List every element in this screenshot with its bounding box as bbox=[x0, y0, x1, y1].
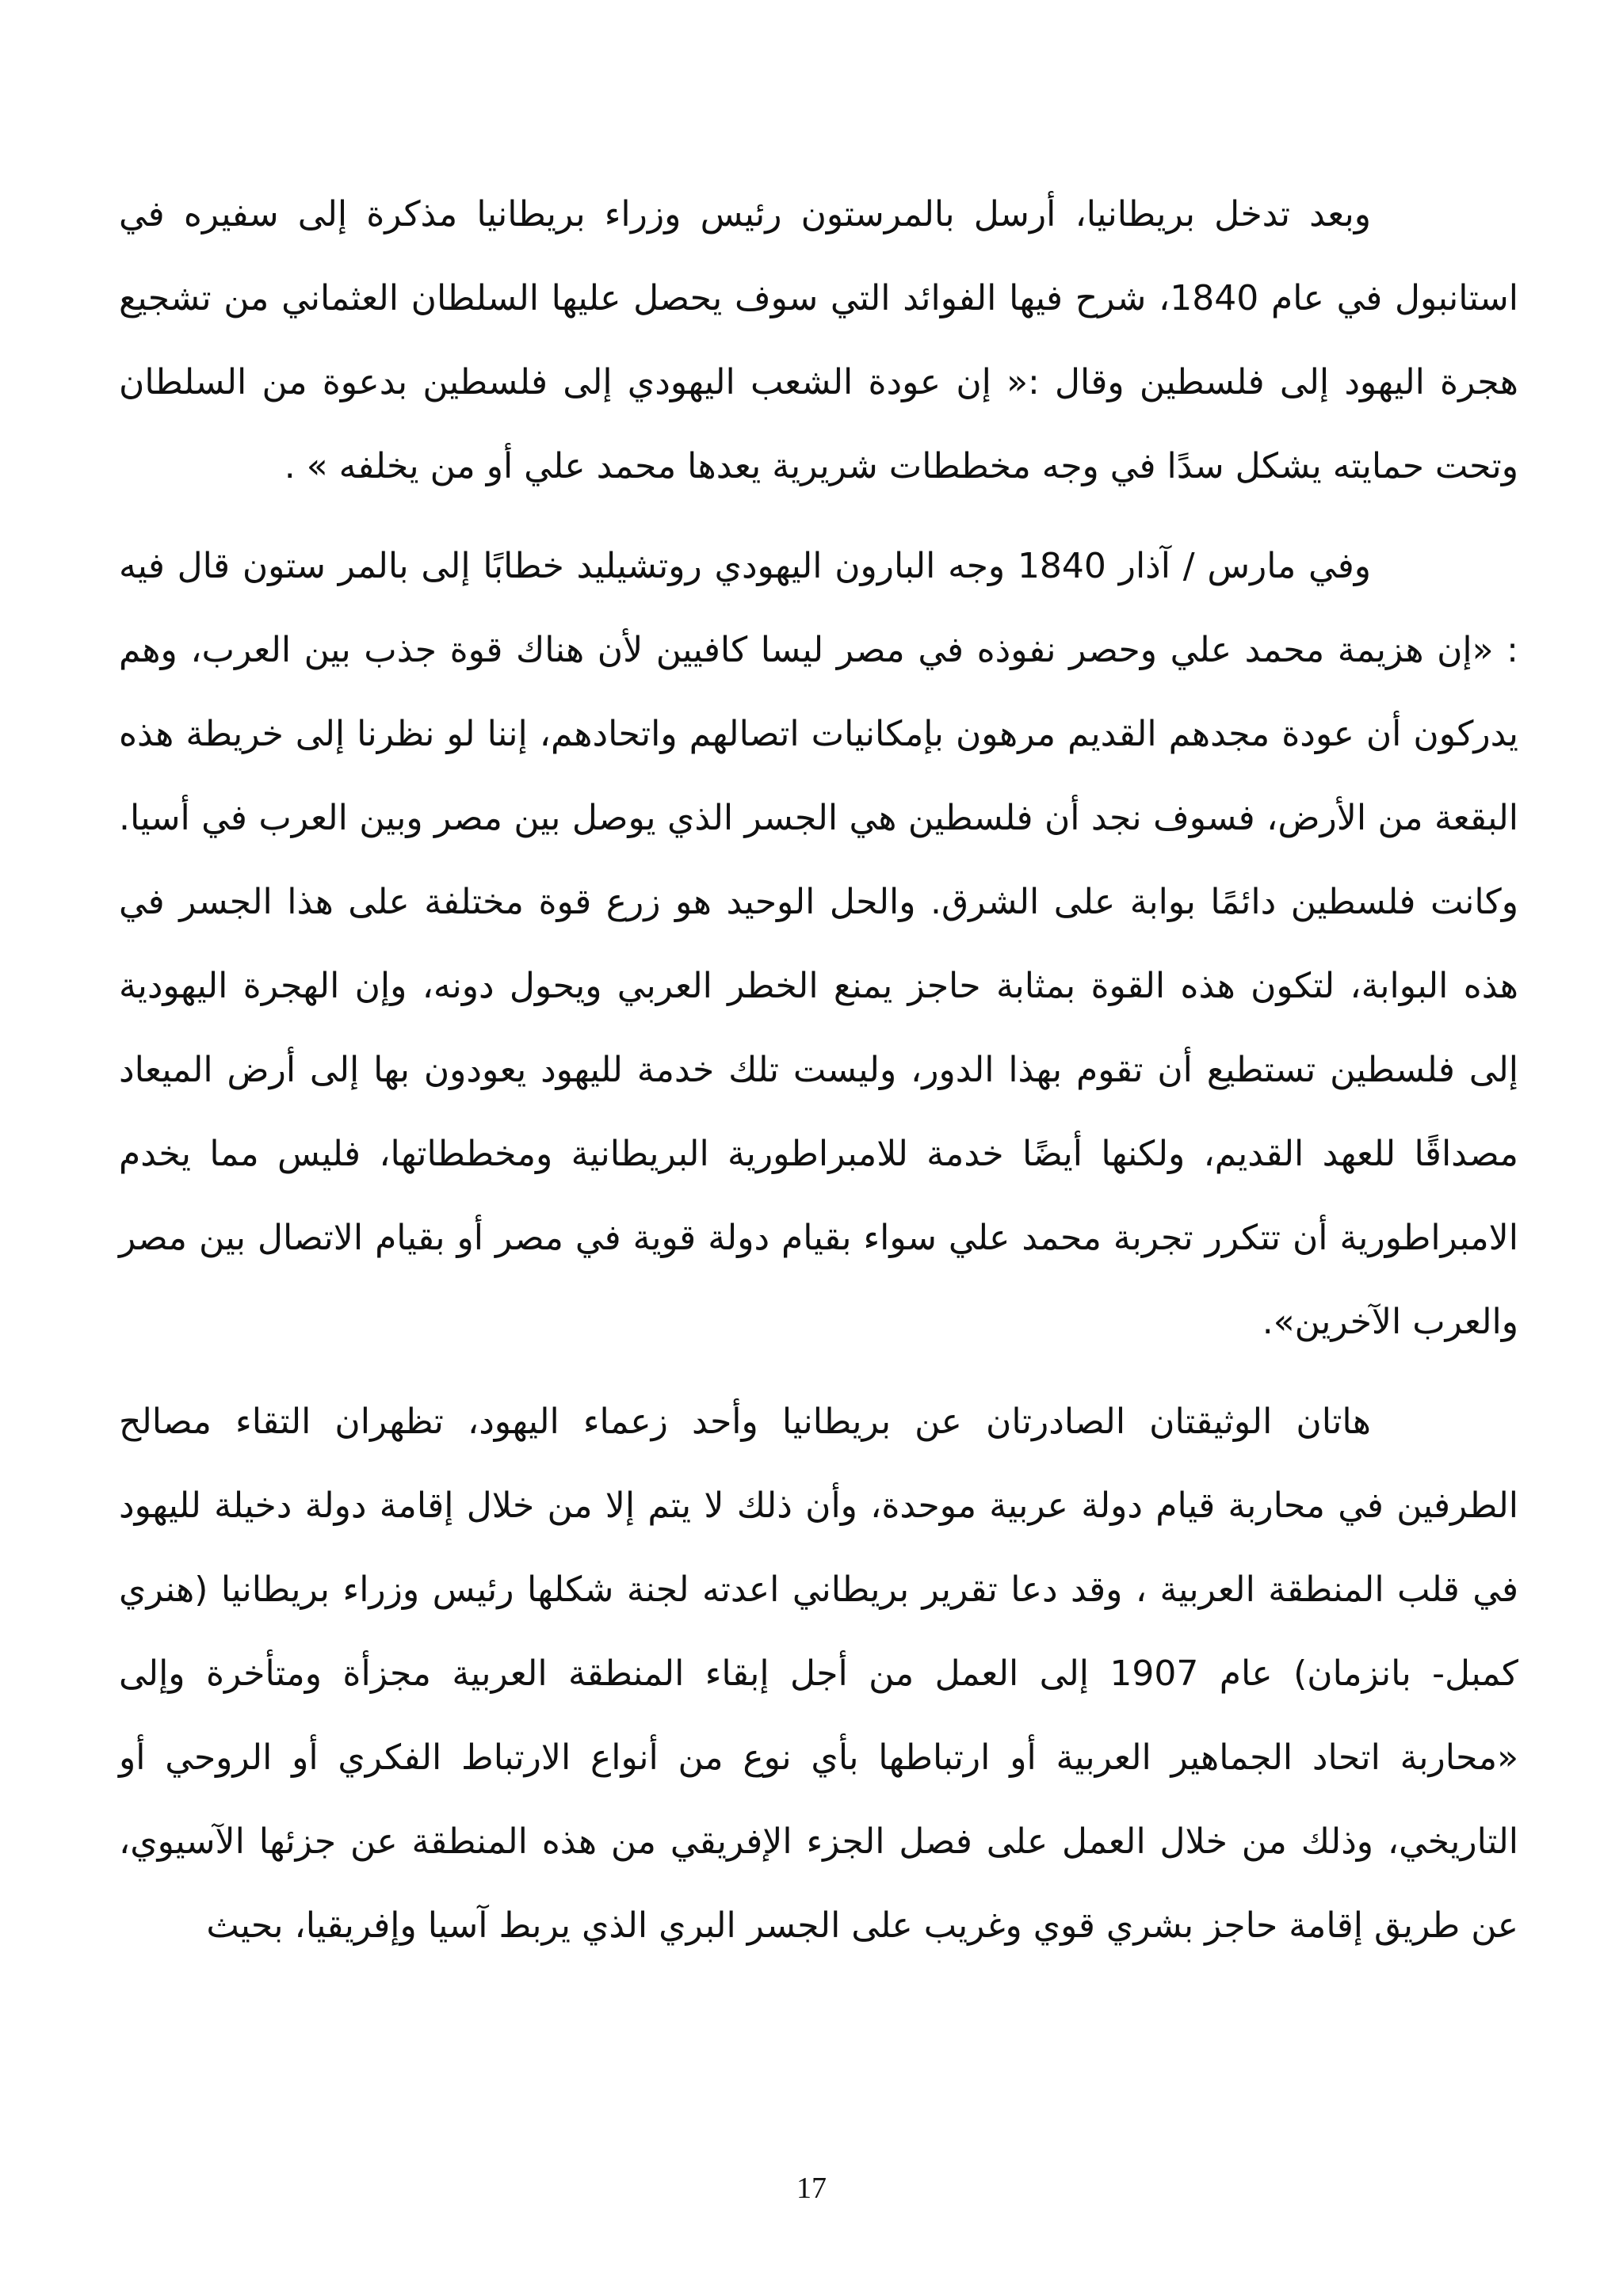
paragraph-rothschild-letter: وفي مارس / آذار 1840 وجه البارون اليهودي روتشيليد خطابًا إلى بالمر ستون قال فيه : «إن هزيمة محمد علي وحصر نفوذه في مصر ليسا كافيين لأن هناك قوة جذب بين العرب، وهم يدركون أن عودة مجدهم القديم مرهون بإمكانيات اتصالهم واتحادهم، إننا لو نظرنا إلى خريطة هذه البقعة من الأرض، فسوف نجد أن فلسطين هي الجسر الذي يوصل بين مصر وبين العرب في أسيا. وكانت فلسطين دائمًا بوابة على الشرق. والحل الوحيد هو زرع قوة مختلفة على هذا الجسر في هذه البوابة، لتكون هذه القوة بمثابة حاجز يمنع الخطر العربي ويحول دونه، وإن الهجرة اليهودية إلى فلسطين تستطيع أن تقوم بهذا الدور، وليست تلك خدمة لليهود يعودون بها إلى أرض الميعاد مصداقًا للعهد القديم، ولكنها أيضًا خدمة للامبراطورية البريطانية ومخططاتها، فليس مما يخدم الامبراطورية أن تتكرر تجربة محمد علي سواء بقيام دولة قوية في مصر أو بقيام الاتصال بين مصر والعرب الآخرين». bbox=[119, 546, 1518, 1342]
paragraph-palmerston-memo: وبعد تدخل بريطانيا، أرسل بالمرستون رئيس وزراء بريطانيا مذكرة إلى سفيره في استانبول في عام 1840، شرح فيها الفوائد التي سوف يحصل عليها السلطان العثماني من تشجيع هجرة اليهود إلى فلسطين وقال :« إن عودة الشعب اليهودي إلى فلسطين بدعوة من السلطان وتحت حمايته يشكل سدًا في وجه مخططات شريرية يعدها محمد علي أو من يخلفه » . bbox=[119, 194, 1518, 486]
paragraph-two-documents: هاتان الوثيقتان الصادرتان عن بريطانيا وأحد زعماء اليهود، تظهران التقاء مصالح الطرفين في محاربة قيام دولة عربية موحدة، وأن ذلك لا يتم إلا من خلال إقامة دولة دخيلة لليهود في قلب المنطقة العربية ، وقد دعا تقرير بريطاني اعدته لجنة شكلها رئيس وزراء بريطانيا (هنري كمبل- بانزمان) عام 1907 إلى العمل من أجل إبقاء المنطقة العربية مجزأة ومتأخرة وإلى «محاربة اتحاد الجماهير العربية أو ارتباطها بأي نوع من أنواع الارتباط الفكري أو الروحي أو التاريخي، وذلك من خلال العمل على فصل الجزء الإفريقي من هذه المنطقة عن جزئها الآسيوي، عن طريق إقامة حاجز بشري قوي وغريب على الجسر البري الذي يربط آسيا وإفريقيا، بحيث bbox=[119, 1402, 1519, 1946]
document-page bbox=[119, 173, 1518, 1984]
page-number: 17 bbox=[796, 2172, 827, 2205]
